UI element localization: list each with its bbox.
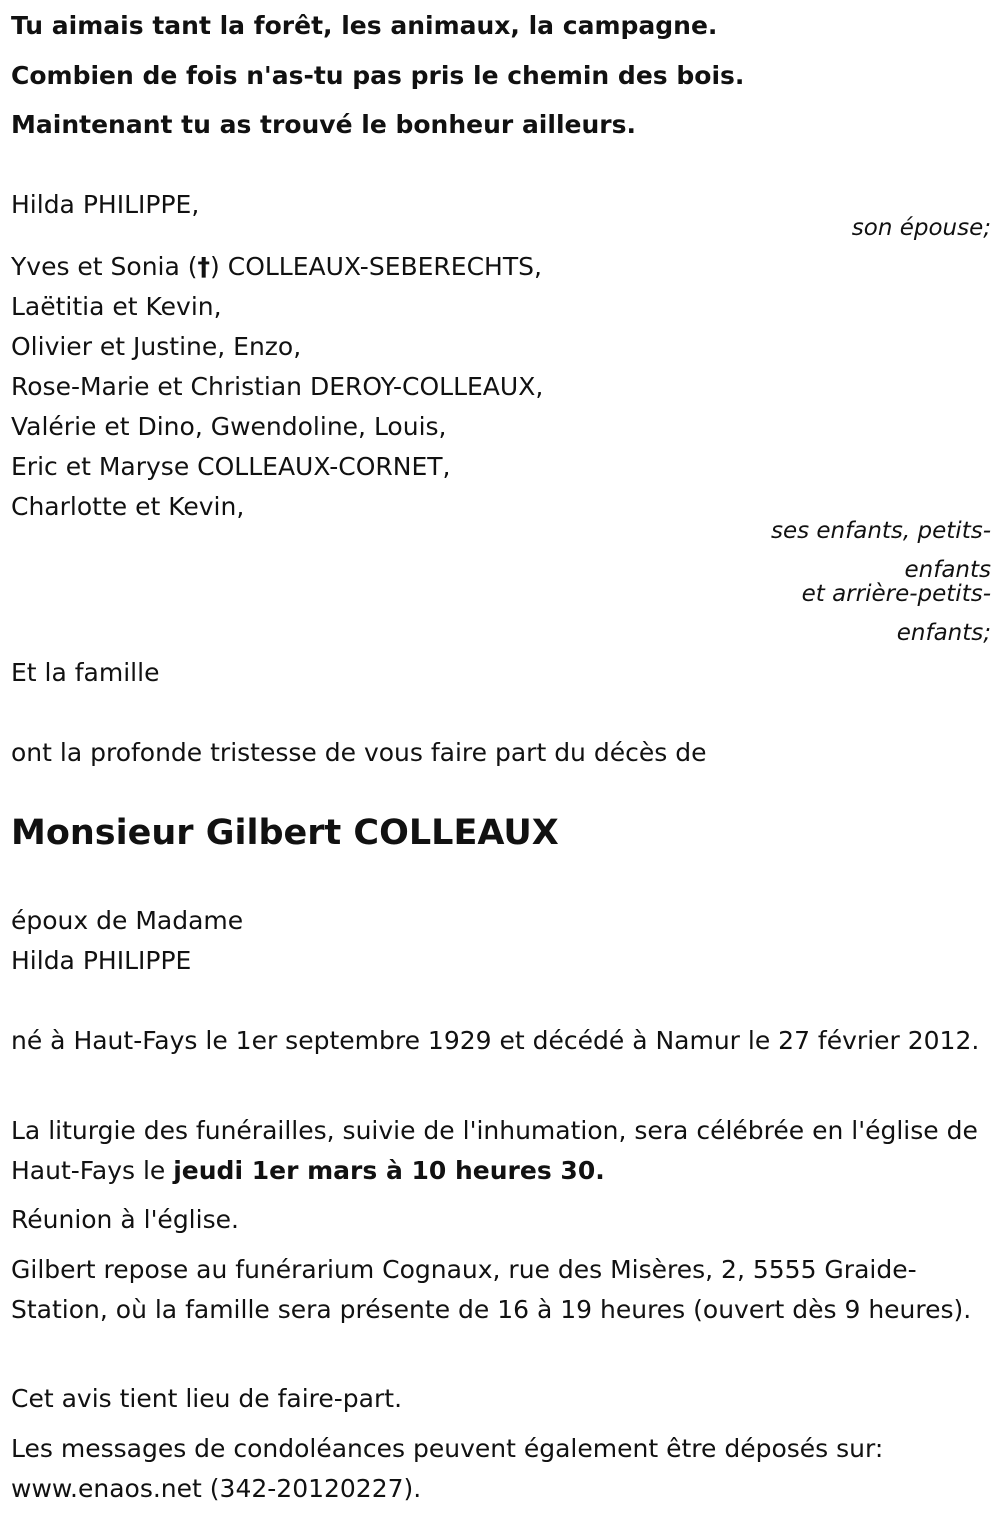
poem-line-3: Maintenant tu as trouvé le bonheur ailleurs. <box>11 110 636 139</box>
liturgy-text: La liturgie des funérailles, suivie de l'inhumation, sera célébrée en l'église de Haut-Fays le <box>11 1116 978 1185</box>
funeral-home: Gilbert repose au funérarium Cognaux, rue des Misères, 2, 5555 Graide-Station, où la famille sera présente de 16 à 19 heures (ouvert dès 9 heures). <box>11 1255 972 1324</box>
deceased-name: Monsieur Gilbert COLLEAUX <box>11 813 559 853</box>
spouse-of-line-1: époux de Madame <box>11 906 244 935</box>
condolences <box>11 1429 989 1509</box>
spouse-name: Hilda PHILIPPE, <box>11 190 200 219</box>
birth-death: né à Haut-Fays le 1er septembre 1929 et décédé à Namur le 27 février 2012. <box>11 1026 980 1055</box>
children-role-2b: enfants; <box>896 620 991 646</box>
liturgy-date: jeudi 1er mars à 10 heures 30. <box>173 1156 605 1185</box>
spouse-role: son épouse; <box>851 215 991 241</box>
children-line-5: Valérie et Dino, Gwendoline, Louis, <box>11 412 447 441</box>
children-line-7: Charlotte et Kevin, <box>11 492 245 521</box>
poem-line-1: Tu aimais tant la forêt, les animaux, la campagne. <box>11 11 718 40</box>
children-role-2a: et arrière-petits- <box>801 581 991 607</box>
children-line-2: Laëtitia et Kevin, <box>11 292 222 321</box>
children-line-1-end: ) COLLEAUX-SEBERECHTS, <box>210 252 542 281</box>
children-role-1a: ses enfants, petits- <box>770 518 991 544</box>
spouse-of-line-2: Hilda PHILIPPE <box>11 946 192 975</box>
condolences-link[interactable]: www.enaos.net <box>11 1474 202 1503</box>
children-line-6: Eric et Maryse COLLEAUX-CORNET, <box>11 452 451 481</box>
announcement: ont la profonde tristesse de vous faire part du décès de <box>11 738 707 767</box>
meeting: Réunion à l'église. <box>11 1205 239 1234</box>
condolences-text: Les messages de condoléances peuvent également être déposés sur: <box>11 1434 884 1463</box>
liturgy <box>11 1111 989 1191</box>
children-line-3: Olivier et Justine, Enzo, <box>11 332 302 361</box>
children-line-1-start: Yves et Sonia ( <box>11 252 198 281</box>
condolences-ref: (342-20120227). <box>201 1474 422 1503</box>
cross-icon: † <box>197 252 211 281</box>
family-line: Et la famille <box>11 658 160 687</box>
poem-line-2: Combien de fois n'as-tu pas pris le chemin des bois. <box>11 61 745 90</box>
notice: Cet avis tient lieu de faire-part. <box>11 1384 403 1413</box>
children-line-1 <box>11 247 542 287</box>
children-line-4: Rose-Marie et Christian DEROY-COLLEAUX, <box>11 372 544 401</box>
children-role-1b: enfants <box>904 557 991 583</box>
